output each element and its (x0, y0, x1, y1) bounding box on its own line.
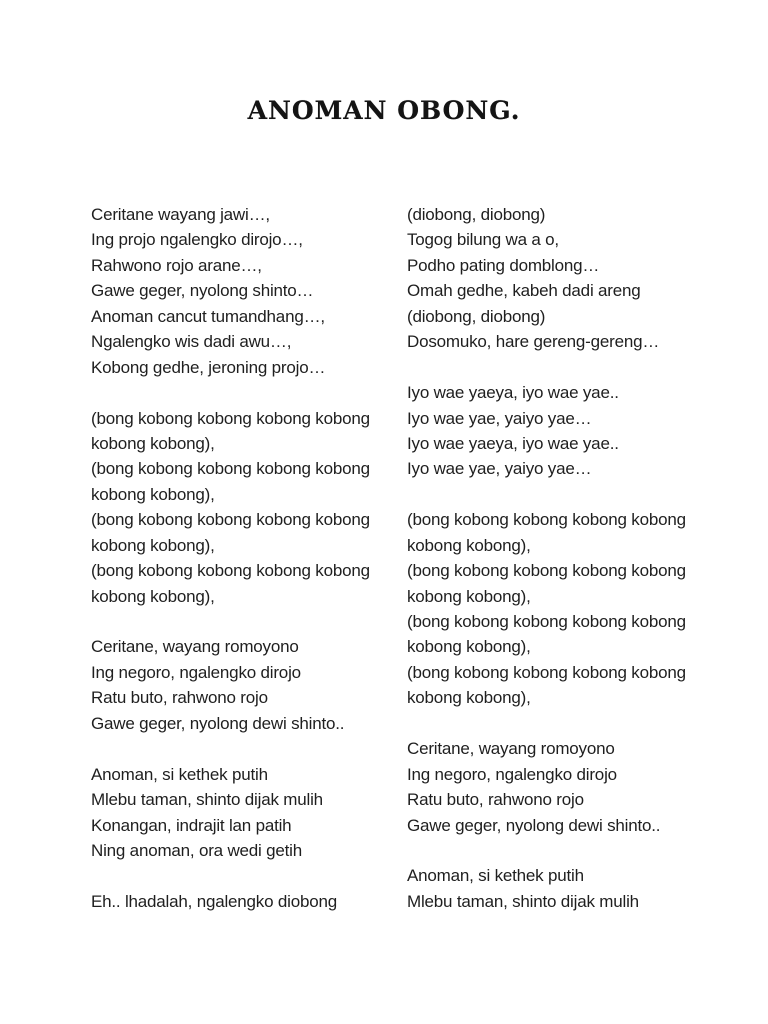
lyric-line: Ceritane, wayang romoyono (407, 739, 615, 759)
lyric-line: Kobong gedhe, jeroning projo… (91, 357, 326, 377)
lyric-line: kobong kobong), (407, 586, 531, 606)
lyric-line: (bong kobong kobong kobong kobong (91, 408, 370, 428)
lyric-line: kobong kobong), (407, 688, 531, 708)
stanza (91, 634, 407, 736)
lyric-line: kobong kobong), (407, 535, 531, 555)
lyric-line: (bong kobong kobong kobong kobong (407, 510, 686, 530)
lyric-line: Gawe geger, nyolong dewi shinto.. (91, 713, 345, 733)
lyric-line: Iyo wae yaeya, iyo wae yae.. (407, 383, 619, 403)
lyric-line: Mlebu taman, shinto dijak mulih (407, 891, 639, 911)
lyric-line: Anoman cancut tumandhang…, (91, 306, 325, 326)
stanza (407, 380, 723, 482)
stanza (407, 736, 723, 838)
stanza (407, 507, 723, 711)
lyric-line: Ing projo ngalengko dirojo…, (91, 230, 303, 250)
stanza (91, 406, 407, 610)
lyric-line: Togog bilung wa a o, (407, 230, 559, 250)
lyric-line: kobong kobong), (91, 433, 215, 453)
lyric-line: Konangan, indrajit lan patih (91, 815, 292, 835)
song-title: ANOMAN OBONG. (247, 96, 521, 125)
lyric-line: Ceritane, wayang romoyono (91, 637, 299, 657)
lyric-line: (bong kobong kobong kobong kobong (91, 459, 370, 479)
lyric-line: Rahwono rojo arane…, (91, 255, 262, 275)
lyric-line: (bong kobong kobong kobong kobong (407, 561, 686, 581)
lyric-line: Podho pating domblong… (407, 255, 600, 275)
lyric-line: (bong kobong kobong kobong kobong (407, 612, 686, 631)
lyric-line: Ing negoro, ngalengko dirojo (407, 764, 617, 784)
stanza (91, 202, 407, 380)
lyric-line: kobong kobong), (91, 586, 215, 606)
lyric-line: Mlebu taman, shinto dijak mulih (91, 790, 323, 810)
lyric-line: (diobong, diobong) (407, 205, 546, 224)
lyric-line: (diobong, diobong) (407, 306, 546, 326)
lyric-line: Iyo wae yae, yaiyo yae… (407, 459, 592, 479)
lyric-line: Eh.. lhadalah, ngalengko diobong (91, 891, 337, 911)
lyric-line: (bong kobong kobong kobong kobong (407, 662, 686, 682)
lyric-line: Iyo wae yae, yaiyo yae… (407, 408, 592, 428)
stanza (407, 202, 723, 355)
lyric-line: Gawe geger, nyolong dewi shinto.. (407, 815, 661, 835)
lyric-line: kobong kobong), (91, 484, 215, 504)
lyric-line: (bong kobong kobong kobong kobong (91, 561, 370, 581)
stanza (407, 863, 723, 914)
stanza (91, 762, 407, 864)
lyric-line: Gawe geger, nyolong shinto… (91, 281, 314, 301)
lyric-line: kobong kobong), (91, 535, 215, 555)
lyric-line: Omah gedhe, kabeh dadi areng (407, 281, 641, 301)
lyric-line: Dosomuko, hare gereng-gereng… (407, 332, 660, 352)
lyrics-column-right (407, 202, 723, 940)
lyric-line: Iyo wae yaeya, iyo wae yae.. (407, 433, 619, 453)
lyric-line: Anoman, si kethek putih (407, 866, 584, 886)
lyric-line: Ratu buto, rahwono rojo (91, 688, 268, 708)
lyric-line: kobong kobong), (407, 637, 531, 657)
lyrics-column-left (91, 202, 407, 940)
lyric-line: (bong kobong kobong kobong kobong (91, 510, 370, 530)
lyric-line: Anoman, si kethek putih (91, 764, 268, 784)
lyric-line: Ngalengko wis dadi awu…, (91, 332, 292, 352)
lyric-line: Ratu buto, rahwono rojo (407, 790, 584, 810)
lyric-line: Ing negoro, ngalengko dirojo (91, 662, 301, 682)
stanza (91, 889, 407, 914)
lyric-line: Ceritane wayang jawi…, (91, 205, 270, 224)
lyric-line: Ning anoman, ora wedi getih (91, 840, 303, 860)
